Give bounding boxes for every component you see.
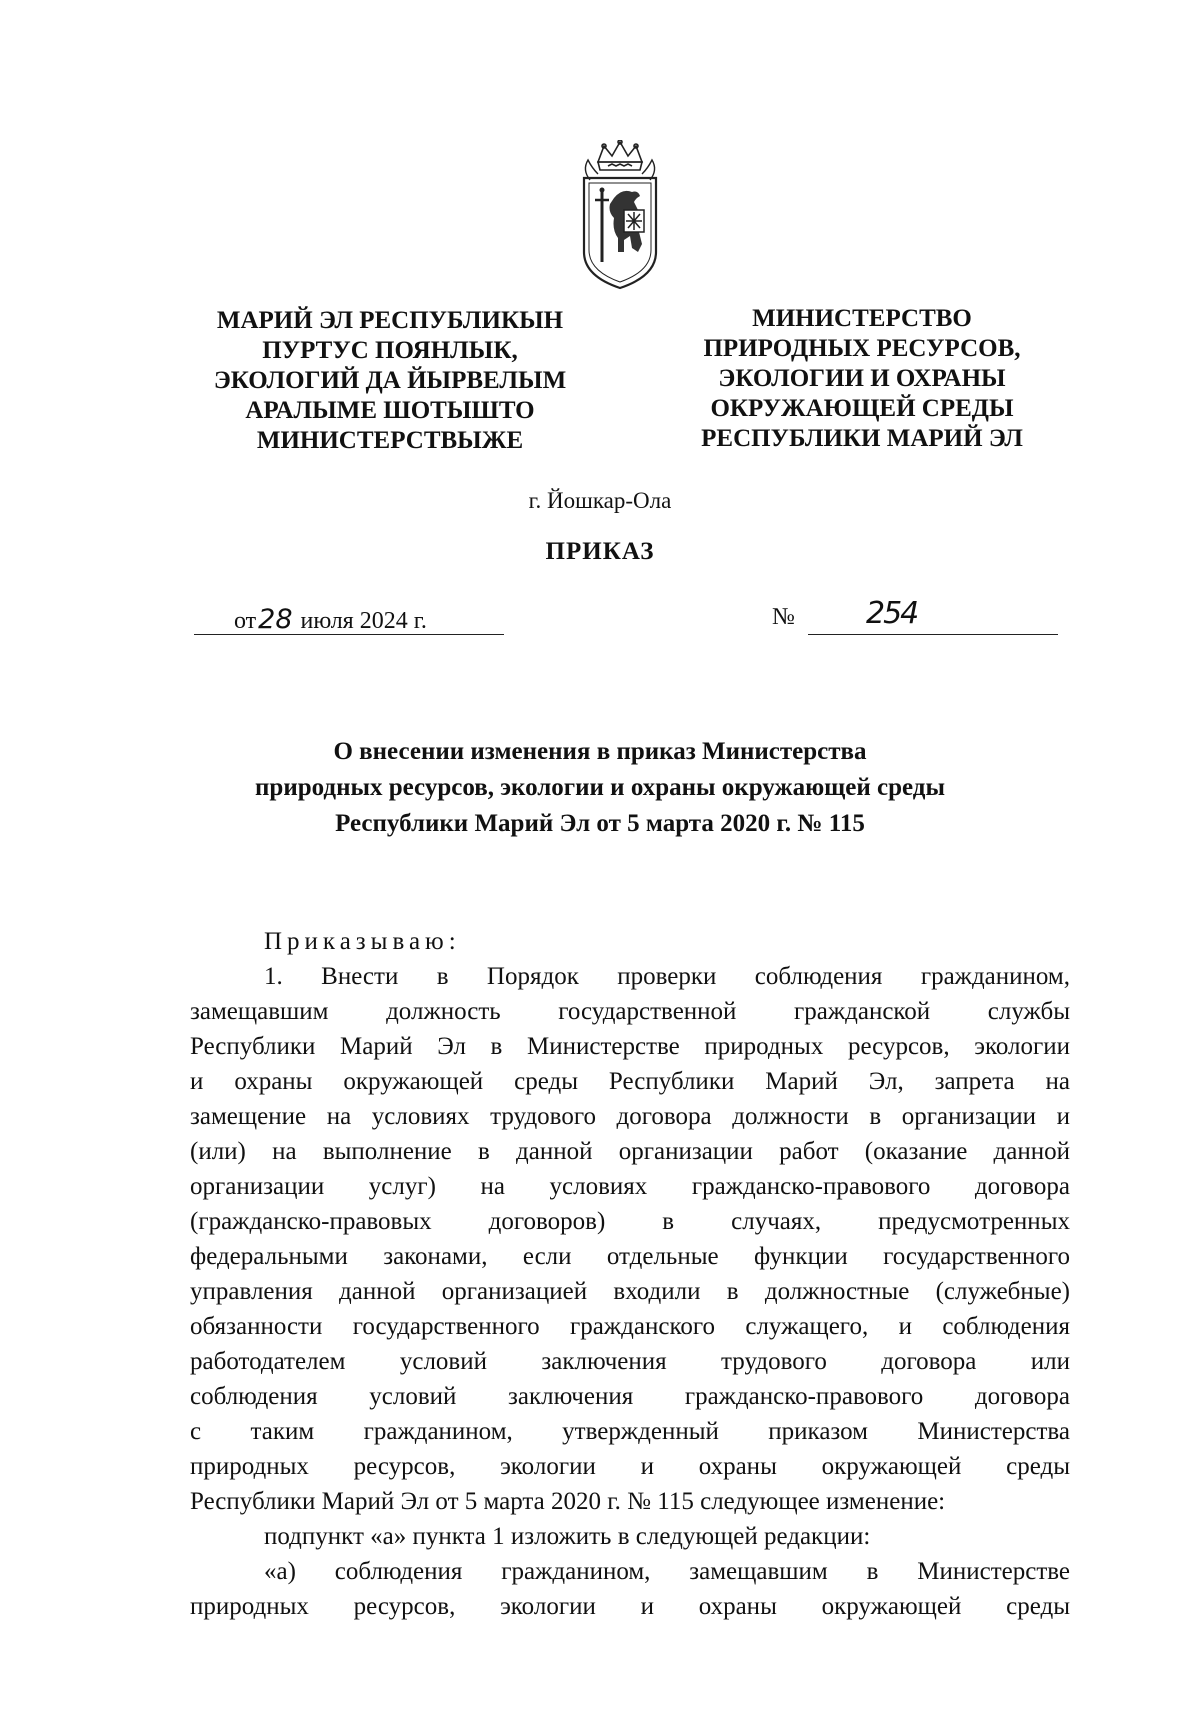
header-left-line: МИНИСТЕРСТВЫЖЕ bbox=[256, 427, 524, 454]
paragraph-1 bbox=[190, 959, 1070, 1519]
body-line: (или) на выполнение в данной организации работ (оказание данной bbox=[190, 1138, 1070, 1165]
header-right-line: ОКРУЖАЮЩЕЙ СРЕДЫ bbox=[710, 395, 1014, 422]
body-line: и охраны окружающей среды Республики Марий Эл, запрета на bbox=[190, 1068, 1070, 1095]
body-line: (гражданско-правовых договоров) в случаях, предусмотренных bbox=[190, 1208, 1070, 1235]
body-line: замещение на условиях трудового договора должности в организации и bbox=[190, 1103, 1070, 1130]
body-line: Республики Марий Эл от 5 марта 2020 г. № 115 следующее изменение: bbox=[190, 1488, 946, 1515]
order-subject bbox=[0, 734, 1200, 842]
header-left-line: АРАЛЫМЕ ШОТЫШТО bbox=[245, 397, 535, 424]
body-line: 1. Внести в Порядок проверки соблюдения гражданином, bbox=[264, 963, 1070, 990]
order-word: Приказываю: bbox=[264, 928, 461, 955]
body-line: Республики Марий Эл в Министерстве природных ресурсов, экологии bbox=[190, 1033, 1070, 1060]
subject-line: О внесении изменения в приказ Министерства bbox=[333, 738, 867, 765]
order-number-handwritten: 254 bbox=[866, 596, 918, 631]
body-line: федеральными законами, если отдельные функции государственного bbox=[190, 1243, 1070, 1270]
date-rest: июля 2024 г. bbox=[300, 608, 427, 634]
document-type-title: ПРИКАЗ bbox=[545, 538, 655, 565]
header-right-line: РЕСПУБЛИКИ МАРИЙ ЭЛ bbox=[701, 425, 1023, 452]
header-right-russian bbox=[672, 304, 1052, 454]
body-line: соблюдения условий заключения гражданско-правового договора bbox=[190, 1383, 1070, 1410]
subject-line: природных ресурсов, экологии и охраны окружающей среды bbox=[255, 774, 945, 801]
coat-of-arms-emblem bbox=[568, 140, 672, 290]
header-left-mari bbox=[170, 306, 610, 456]
body-line: природных ресурсов, экологии и охраны окружающей среды bbox=[190, 1593, 1070, 1620]
header-left-line: МАРИЙ ЭЛ РЕСПУБЛИКЫН bbox=[216, 307, 564, 334]
body-line: замещавшим должность государственной гражданской службы bbox=[190, 998, 1070, 1025]
subject-line: Республики Марий Эл от 5 марта 2020 г. № 115 bbox=[335, 810, 865, 837]
city-name: г. Йошкар-Ола bbox=[528, 488, 672, 513]
body-line: с таким гражданином, утвержденный приказом Министерства bbox=[190, 1418, 1070, 1445]
order-date bbox=[234, 604, 427, 635]
number-sign: № bbox=[772, 604, 795, 630]
body-line: работодателем условий заключения трудового договора или bbox=[190, 1348, 1070, 1375]
header-left-line: ЭКОЛОГИЙ ДА ЙЫРВЕЛЫМ bbox=[213, 367, 567, 394]
header-left-line: ПУРТУС ПОЯНЛЫК, bbox=[262, 337, 518, 364]
order-body bbox=[190, 924, 1070, 1624]
paragraph-3 bbox=[190, 1554, 1070, 1624]
number-underline bbox=[808, 600, 1058, 635]
paragraph-2: подпункт «а» пункта 1 изложить в следующей редакции: bbox=[264, 1523, 871, 1550]
header-right-line: МИНИСТЕРСТВО bbox=[752, 305, 972, 332]
body-line: природных ресурсов, экологии и охраны окружающей среды bbox=[190, 1453, 1070, 1480]
date-day-handwritten: 28 bbox=[258, 604, 293, 635]
date-prefix: от bbox=[234, 608, 257, 634]
body-line: управления данной организацией входили в должностные (служебные) bbox=[190, 1278, 1070, 1305]
header-right-line: ЭКОЛОГИИ И ОХРАНЫ bbox=[718, 365, 1006, 392]
body-line: обязанности государственного гражданского служащего, и соблюдения bbox=[190, 1313, 1070, 1340]
header-right-line: ПРИРОДНЫХ РЕСУРСОВ, bbox=[703, 335, 1021, 362]
body-line: организации услуг) на условиях гражданско-правового договора bbox=[190, 1173, 1070, 1200]
body-line: «а) соблюдения гражданином, замещавшим в Министерстве bbox=[264, 1558, 1070, 1585]
